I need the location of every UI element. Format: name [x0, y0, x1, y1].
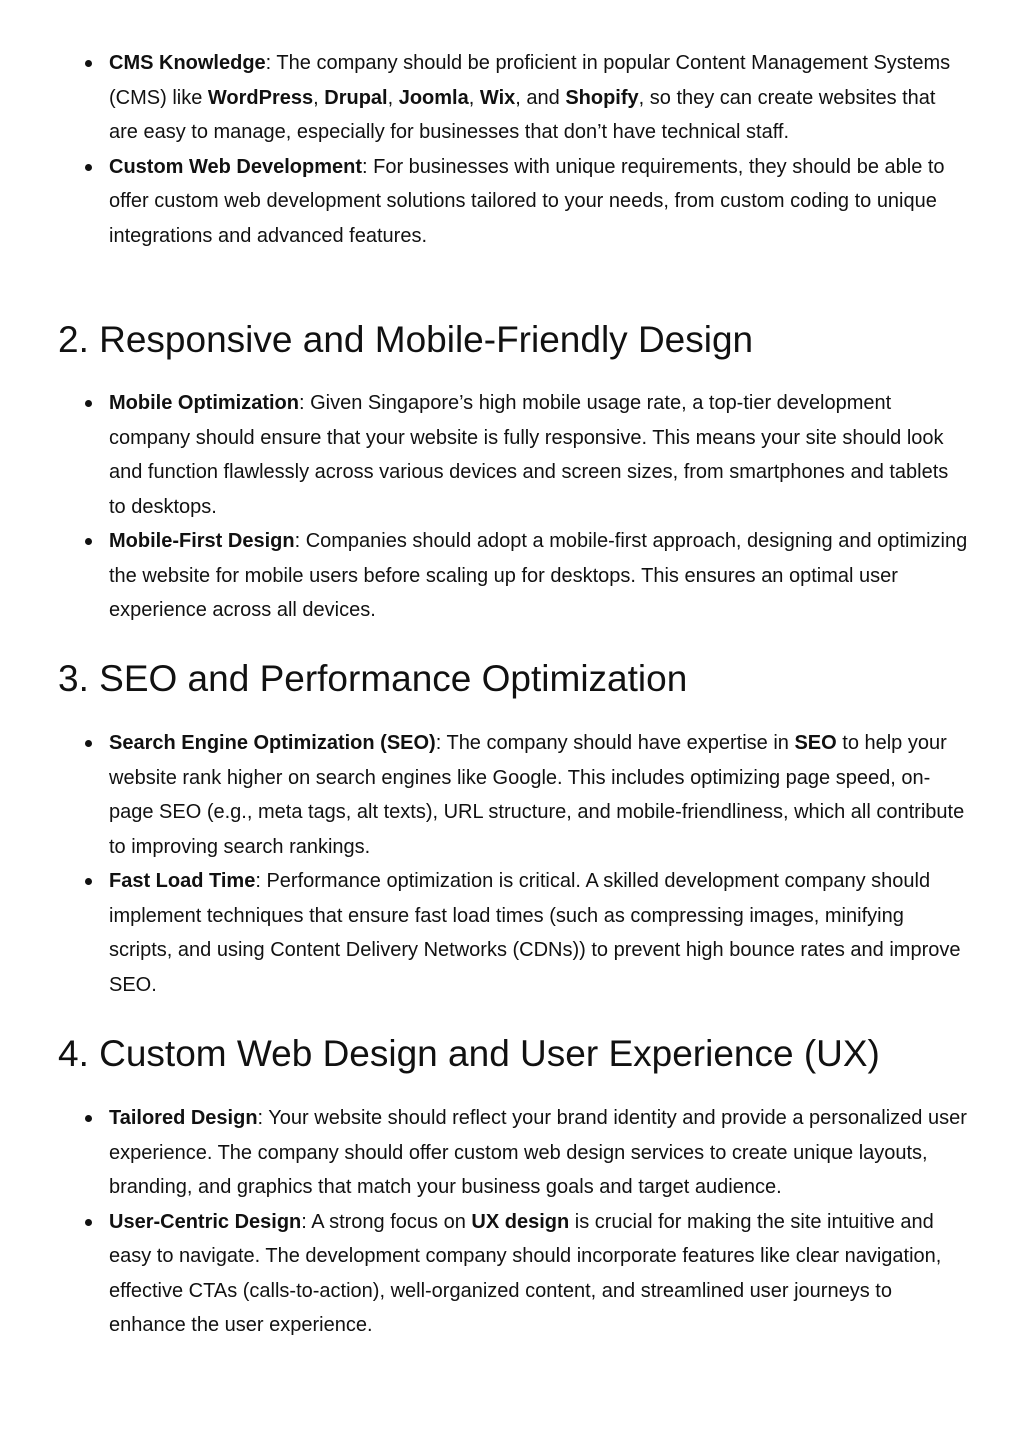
- bold-text: User-Centric Design: [109, 1210, 302, 1233]
- bullet-list-ux: [58, 1101, 969, 1343]
- list-item: [109, 386, 969, 524]
- body-text: is crucial for making the site intuitive and easy to navigate. The development company should incorporate features like clear navigation, effective CTAs (calls-to-action), well-organized content, and streamlined user journeys to enhance the user experience.: [109, 1210, 942, 1336]
- list-item: [109, 150, 969, 254]
- body-text: ,: [387, 86, 399, 109]
- bold-text: Custom Web Development: [109, 155, 362, 178]
- list-item: [109, 864, 969, 1002]
- body-text: : Your website should reflect your brand identity and provide a personalized user experience. The company should offer custom web design services to create unique layouts, branding, and graphics that match your business goals and target audience.: [109, 1107, 967, 1198]
- list-item: [109, 1101, 969, 1205]
- body-text: : A strong focus on: [301, 1210, 472, 1233]
- list-item-text: [109, 1107, 967, 1198]
- bold-text: Wix: [479, 86, 516, 109]
- list-item-text: [109, 156, 945, 247]
- bullet-dot-icon: [85, 878, 92, 885]
- body-text: : The company should be proficient in popular Content Management Systems (CMS) like: [109, 52, 951, 109]
- bold-text: Shopify: [565, 86, 639, 109]
- section-heading-seo-performance: 3. SEO and Performance Optimization: [58, 658, 688, 699]
- list-item: [109, 726, 969, 864]
- body-text: ,: [468, 86, 480, 109]
- bold-text: SEO: [794, 732, 837, 754]
- bullet-list-responsive: [58, 386, 969, 628]
- bold-text: Drupal: [324, 86, 388, 109]
- section-heading-custom-design-ux: 4. Custom Web Design and User Experience (UX): [58, 1033, 880, 1074]
- bold-text: CMS Knowledge: [109, 52, 266, 74]
- bullet-dot-icon: [85, 538, 92, 545]
- bullet-dot-icon: [85, 1219, 92, 1226]
- list-item-text: [109, 1211, 941, 1337]
- bold-text: Tailored Design: [109, 1107, 258, 1129]
- bold-text: Joomla: [398, 86, 469, 109]
- list-item: [109, 1205, 969, 1343]
- body-text: : The company should have expertise in: [435, 732, 795, 754]
- list-item-text: [109, 870, 960, 996]
- bold-text: UX design: [471, 1210, 570, 1233]
- bold-text: Fast Load Time: [109, 870, 256, 892]
- bullet-dot-icon: [85, 164, 92, 171]
- body-text: : Given Singapore’s high mobile usage rate, a top-tier development company should ensure that your website is fully responsive. This means your site should look and function flawlessly across various devices and screen sizes, from smartphones and tablets to desktops.: [109, 392, 949, 518]
- body-text: : For businesses with unique requirements, they should be able to offer custom web development solutions tailored to your needs, from custom coding to unique integrations and advanced features.: [109, 155, 945, 247]
- bold-text: Mobile Optimization: [109, 392, 299, 414]
- body-text: : Companies should adopt a mobile-first approach, designing and optimizing the website for mobile users before scaling up for desktops. This ensures an optimal user experience across all devices.: [109, 530, 968, 621]
- list-item: [109, 46, 969, 150]
- bullet-dot-icon: [85, 400, 92, 407]
- section-heading-responsive-design: 2. Responsive and Mobile-Friendly Design: [58, 319, 754, 360]
- bullet-dot-icon: [85, 740, 92, 747]
- bold-text: WordPress: [207, 86, 314, 109]
- list-item-text: [109, 52, 950, 143]
- bold-text: Mobile-First Design: [109, 530, 295, 552]
- bullet-dot-icon: [85, 60, 92, 67]
- list-item-text: [109, 732, 964, 858]
- list-item: [109, 524, 969, 628]
- body-text: to help your website rank higher on search engines like Google. This includes optimizing page speed, on-page SEO (e.g., meta tags, alt texts), URL structure, and mobile-friendliness, which all contribute to improving search rankings.: [109, 732, 965, 858]
- bullet-list-seo: [58, 726, 969, 1002]
- bullet-list-cms: [58, 46, 969, 253]
- bullet-dot-icon: [85, 1115, 92, 1122]
- bold-text: Search Engine Optimization (SEO): [109, 732, 436, 754]
- body-text: ,: [313, 86, 325, 109]
- body-text: : Performance optimization is critical. A skilled development company should implement techniques that ensure fast load times (such as compressing images, minifying scripts, and using Content Delivery Networks (CDNs)) to prevent high bounce rates and improve SEO.: [109, 870, 961, 996]
- body-text: , so they can create websites that are easy to manage, especially for businesses that don’t have technical staff.: [109, 86, 936, 143]
- list-item-text: [109, 530, 967, 621]
- body-text: , and: [515, 86, 566, 109]
- list-item-text: [109, 392, 948, 518]
